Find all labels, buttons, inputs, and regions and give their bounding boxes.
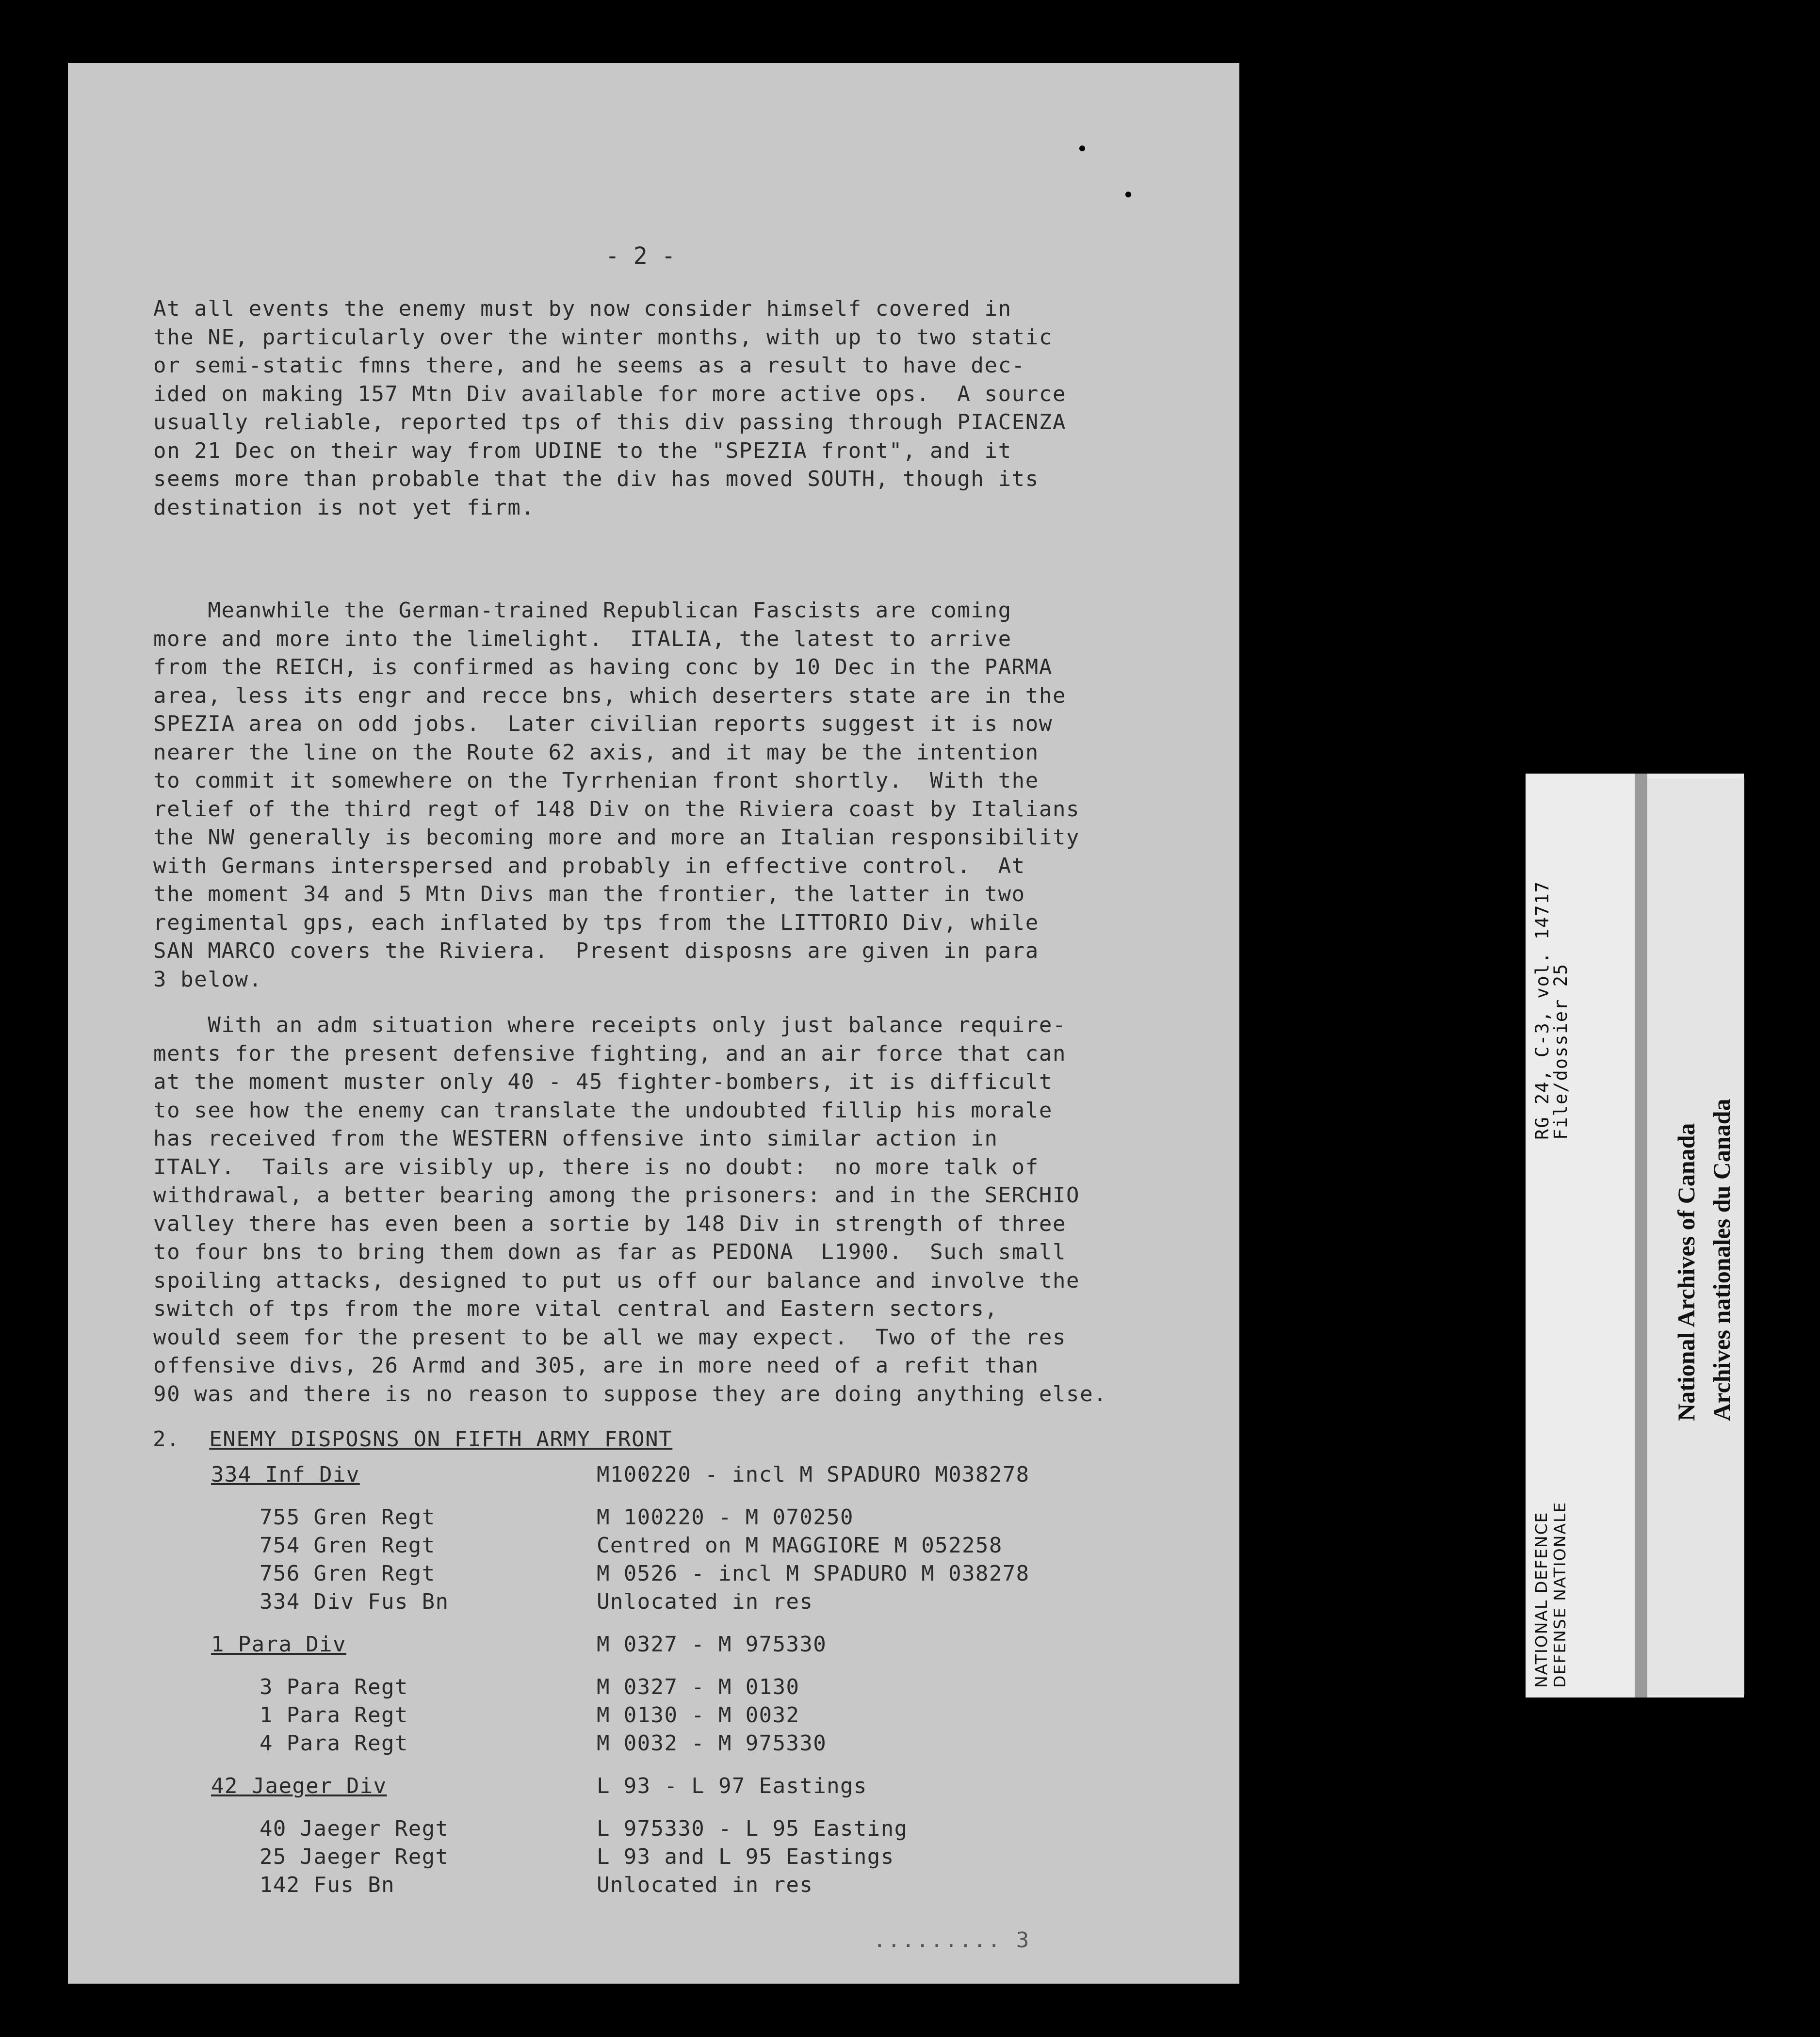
text-line: Meanwhile the German-trained Republican Fascists are coming — [153, 598, 1012, 623]
text-line: spoiling attacks, designed to put us off our balance and involve the — [153, 1268, 1080, 1293]
text-line: at the moment muster only 40 - 45 fighter-bombers, it is difficult — [153, 1069, 1053, 1094]
text-line: on 21 Dec on their way from UDINE to the "SPEZIA front", and it — [153, 438, 1012, 463]
label-institution-fr: Archives nationales du Canada — [1708, 1099, 1735, 1421]
text-line: withdrawal, a better bearing among the prisoners: and in the SERCHIO — [153, 1183, 1080, 1208]
label-reference-file: File/dossier 25 — [1550, 963, 1571, 1140]
unit-name: 754 Gren Regt — [260, 1533, 436, 1558]
paragraph-1 — [153, 295, 1230, 522]
unit-location: L 93 and L 95 Eastings — [597, 1844, 894, 1869]
text-line: SAN MARCO covers the Riviera. Present disposns are given in para — [153, 938, 1039, 963]
text-line: At all events the enemy must by now consider himself covered in — [153, 296, 1012, 321]
text-line: destination is not yet firm. — [153, 495, 535, 520]
unit-location: M 0327 - M 0130 — [597, 1675, 800, 1699]
text-line: switch of tps from the more vital central and Eastern sectors, — [153, 1296, 998, 1321]
unit-location: M 100220 - M 070250 — [597, 1505, 854, 1530]
text-line: to four bns to bring them down as far as PEDONA L1900. Such small — [153, 1240, 1067, 1264]
table-row — [211, 1533, 1157, 1561]
section-heading — [153, 1427, 672, 1452]
unit-name: 25 Jaeger Regt — [260, 1844, 449, 1869]
text-line: has received from the WESTERN offensive into similar action in — [153, 1126, 998, 1151]
unit-location: Unlocated in res — [597, 1589, 813, 1614]
text-line: the NW generally is becoming more and more an Italian responsibility — [153, 825, 1080, 850]
unit-name: 142 Fus Bn — [260, 1873, 395, 1897]
unit-location: L 93 - L 97 Eastings — [597, 1774, 867, 1798]
table-row — [211, 1774, 1157, 1802]
text-line: 3 below. — [153, 967, 262, 992]
text-line: valley there has even been a sortie by 148 Div in strength of three — [153, 1211, 1067, 1236]
table-row — [211, 1873, 1157, 1901]
unit-location: M 0327 - M 975330 — [597, 1632, 827, 1657]
text-line: With an adm situation where receipts only just balance require- — [153, 1013, 1067, 1037]
text-line: area, less its engr and recce bns, which deserters state are in the — [153, 683, 1067, 708]
text-line: with Germans interspersed and probably in effective control. At — [153, 853, 1025, 878]
document-page — [68, 63, 1239, 1984]
table-row — [211, 1589, 1157, 1617]
text-line: nearer the line on the Route 62 axis, and it may be the intention — [153, 740, 1039, 765]
unit-name: 756 Gren Regt — [260, 1561, 436, 1586]
table-row — [211, 1731, 1157, 1759]
unit-name: 334 Div Fus Bn — [260, 1589, 449, 1614]
table-row — [211, 1561, 1157, 1589]
text-line: SPEZIA area on odd jobs. Later civilian reports suggest it is now — [153, 711, 1053, 736]
page-number: - 2 - — [605, 242, 676, 270]
unit-name: 755 Gren Regt — [260, 1505, 436, 1530]
dust-speck — [1079, 146, 1085, 151]
dust-speck — [1125, 192, 1131, 197]
continuation-marker: ......... 3 — [873, 1928, 1031, 1953]
text-line: more and more into the limelight. ITALIA, the latest to arrive — [153, 626, 1012, 651]
unit-name: 334 Inf Div — [211, 1462, 360, 1487]
unit-name: 3 Para Regt — [260, 1675, 408, 1699]
text-line: ided on making 157 Mtn Div available for more active ops. A source — [153, 381, 1067, 406]
table-row — [211, 1816, 1157, 1844]
text-line: seems more than probable that the div has moved SOUTH, though its — [153, 467, 1039, 491]
paragraph-2 — [153, 597, 1230, 994]
unit-location: M100220 - incl M SPADURO M038278 — [597, 1462, 1030, 1487]
text-line: relief of the third regt of 148 Div on the Riviera coast by Italians — [153, 796, 1080, 822]
label-national-defence: NATIONAL DEFENCE — [1532, 1511, 1551, 1688]
unit-location: M 0526 - incl M SPADURO M 038278 — [597, 1561, 1030, 1586]
unit-name: 42 Jaeger Div — [211, 1774, 387, 1798]
paragraph-3 — [153, 1011, 1230, 1408]
section-title: ENEMY DISPOSNS ON FIFTH ARMY FRONT — [209, 1427, 673, 1452]
unit-location: Unlocated in res — [597, 1873, 813, 1897]
unit-location: M 0032 - M 975330 — [597, 1731, 827, 1756]
table-row — [211, 1675, 1157, 1703]
text-line: from the REICH, is confirmed as having conc by 10 Dec in the PARMA — [153, 655, 1053, 679]
label-reference-volume: RG 24, C-3, vol. 14717 — [1532, 880, 1553, 1140]
text-line: the moment 34 and 5 Mtn Divs man the frontier, the latter in two — [153, 882, 1025, 906]
unit-name: 40 Jaeger Regt — [260, 1816, 449, 1841]
text-line: ITALY. Tails are visibly up, there is no doubt: no more talk of — [153, 1154, 1039, 1180]
text-line: 90 was and there is no reason to suppose they are doing anything else. — [153, 1381, 1107, 1406]
section-number: 2. — [153, 1427, 180, 1452]
table-row — [211, 1462, 1157, 1490]
label-institution-en: National Archives of Canada — [1673, 1123, 1700, 1421]
text-line: or semi-static fmns there, and he seems as a result to have dec- — [153, 353, 1025, 378]
text-line: regimental gps, each inflated by tps from the LITTORIO Div, while — [153, 910, 1039, 935]
text-line: usually reliable, reported tps of this div passing through PIACENZA — [153, 410, 1067, 435]
unit-name: 1 Para Regt — [260, 1703, 408, 1728]
text-line: ments for the present defensive fighting, and an air force that can — [153, 1041, 1067, 1066]
table-row — [211, 1505, 1157, 1533]
label-fold — [1635, 774, 1647, 1698]
text-line: would seem for the present to be all we may expect. Two of the res — [153, 1325, 1067, 1350]
unit-name: 1 Para Div — [211, 1632, 346, 1657]
unit-name: 4 Para Regt — [260, 1731, 408, 1756]
unit-location: Centred on M MAGGIORE M 052258 — [597, 1533, 1003, 1558]
text-line: to see how the enemy can translate the undoubted fillip his morale — [153, 1098, 1053, 1123]
unit-location: L 975330 - L 95 Easting — [597, 1816, 908, 1841]
text-line: to commit it somewhere on the Tyrrhenian front shortly. With the — [153, 768, 1039, 793]
text-line: the NE, particularly over the winter months, with up to two static — [153, 324, 1053, 350]
table-row — [211, 1844, 1157, 1873]
table-row — [211, 1632, 1157, 1660]
text-line: offensive divs, 26 Armd and 305, are in more need of a refit than — [153, 1353, 1039, 1378]
table-row — [211, 1703, 1157, 1731]
dispositions-table — [211, 1462, 1157, 1901]
unit-location: M 0130 - M 0032 — [597, 1703, 800, 1728]
label-defense-nationale: DEFENSE NATIONALE — [1550, 1501, 1569, 1688]
